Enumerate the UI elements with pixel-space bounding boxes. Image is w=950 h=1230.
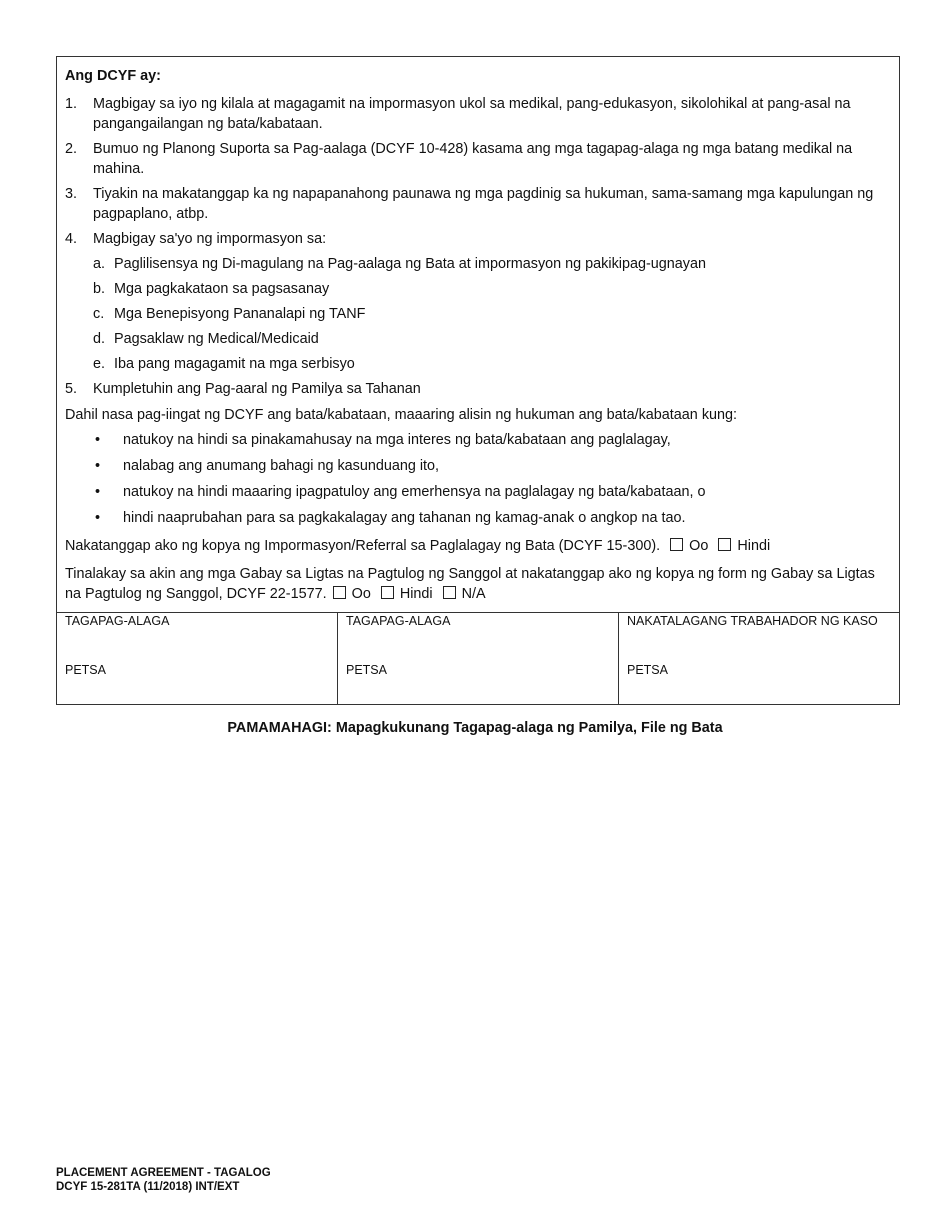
referral-yes-label: Oo bbox=[689, 538, 709, 554]
caseworker-signature-field[interactable] bbox=[619, 613, 899, 704]
sub-list-item: a. Paglilisensya ng Di-magulang na Pag-aalaga ng Bata at impormasyon ng pakikipag-ugnayan bbox=[93, 256, 706, 272]
removal-intro: Dahil nasa pag-iingat ng DCYF ang bata/kabataan, maaaring alisin ng hukuman ang bata/kabataan kung: bbox=[65, 407, 738, 423]
referral-acknowledgement: Nakatanggap ako ng kopya ng Impormasyon/Referral sa Paglalagay ng Bata (DCYF 15-300). Oo Hindi bbox=[65, 538, 771, 554]
caregiver-label: TAGAPAG-ALAGA bbox=[346, 614, 451, 628]
referral-yes-checkbox[interactable] bbox=[670, 538, 683, 551]
safe-sleep-no-label: Hindi bbox=[399, 586, 433, 602]
footer-title: PLACEMENT AGREEMENT - TAGALOG bbox=[56, 1167, 271, 1179]
safe-sleep-no-checkbox[interactable] bbox=[381, 586, 394, 599]
list-item: 3. Tiyakin na makatanggap ka ng napapanahong paunawa ng mga pagdinig sa hukuman, sama-samang mga kapulungan ng pagpaplano, atbp. bbox=[65, 186, 874, 222]
caregiver-label: TAGAPAG-ALAGA bbox=[65, 614, 170, 628]
sub-list-item: b. Mga pagkakataon sa pagsasanay bbox=[93, 281, 330, 297]
safe-sleep-yes-label: Oo bbox=[351, 586, 371, 602]
list-item: 4. Magbigay sa'yo ng impormasyon sa: bbox=[65, 231, 327, 247]
distribution-note: PAMAMAHAGI: Mapagkukunang Tagapag-alaga ng Pamilya, File ng Bata bbox=[227, 720, 723, 736]
form-footer bbox=[56, 1166, 271, 1194]
referral-no-label: Hindi bbox=[737, 538, 771, 554]
list-item: 1. Magbigay sa iyo ng kilala at magagamit na impormasyon ukol sa medikal, pang-edukasyon, sikolohikal at pang-asal na pangangailangan ng bata/kabataan. bbox=[65, 96, 851, 132]
form-content bbox=[57, 57, 899, 612]
bullet-item: • nalabag ang anumang bahagi ng kasunduang ito, bbox=[95, 458, 440, 474]
list-item: 5. Kumpletuhin ang Pag-aaral ng Pamilya sa Tahanan bbox=[65, 381, 421, 397]
footer-form-number: DCYF 15-281TA (11/2018) INT/EXT bbox=[56, 1181, 240, 1193]
date-label: PETSA bbox=[346, 663, 387, 677]
safe-sleep-acknowledgement: Tinalakay sa akin ang mga Gabay sa Ligtas na Pagtulog ng Sanggol at nakatanggap ako ng kopya ng form ng Gabay sa Ligtas na Pagtulog ng Sanggol, DCYF 22-1577. Oo Hindi N/A bbox=[65, 566, 875, 602]
list-item: 2. Bumuo ng Planong Suporta sa Pag-aalaga (DCYF 10-428) kasama ang mga tagapag-alaga ng mga batang medikal na mahina. bbox=[65, 141, 853, 177]
sub-list-item: e. Iba pang magagamit na mga serbisyo bbox=[93, 356, 355, 372]
safe-sleep-na-checkbox[interactable] bbox=[443, 586, 456, 599]
date-label: PETSA bbox=[627, 663, 668, 677]
date-label: PETSA bbox=[65, 663, 106, 677]
signature-table bbox=[57, 612, 899, 704]
bullet-item: • natukoy na hindi maaaring ipagpatuloy ang emerhensya na paglalagay ng bata/kabataan, o bbox=[95, 484, 706, 500]
form-box bbox=[56, 56, 900, 705]
safe-sleep-na-label: N/A bbox=[461, 586, 486, 602]
safe-sleep-yes-checkbox[interactable] bbox=[333, 586, 346, 599]
dcyf-heading: Ang DCYF ay: bbox=[65, 68, 161, 84]
caseworker-label: NAKATALAGANG TRABAHADOR NG KASO bbox=[627, 614, 878, 628]
bullet-item: • hindi naaprubahan para sa pagkakalagay ang tahanan ng kamag-anak o angkop na tao. bbox=[95, 510, 686, 526]
sub-list-item: c. Mga Benepisyong Pananalapi ng TANF bbox=[93, 306, 366, 322]
caregiver-signature-field[interactable] bbox=[57, 613, 338, 704]
referral-no-checkbox[interactable] bbox=[718, 538, 731, 551]
sub-list-item: d. Pagsaklaw ng Medical/Medicaid bbox=[93, 331, 319, 347]
caregiver-2-signature-field[interactable] bbox=[338, 613, 619, 704]
bullet-item: • natukoy na hindi sa pinakamahusay na mga interes ng bata/kabataan ang paglalagay, bbox=[95, 432, 671, 448]
